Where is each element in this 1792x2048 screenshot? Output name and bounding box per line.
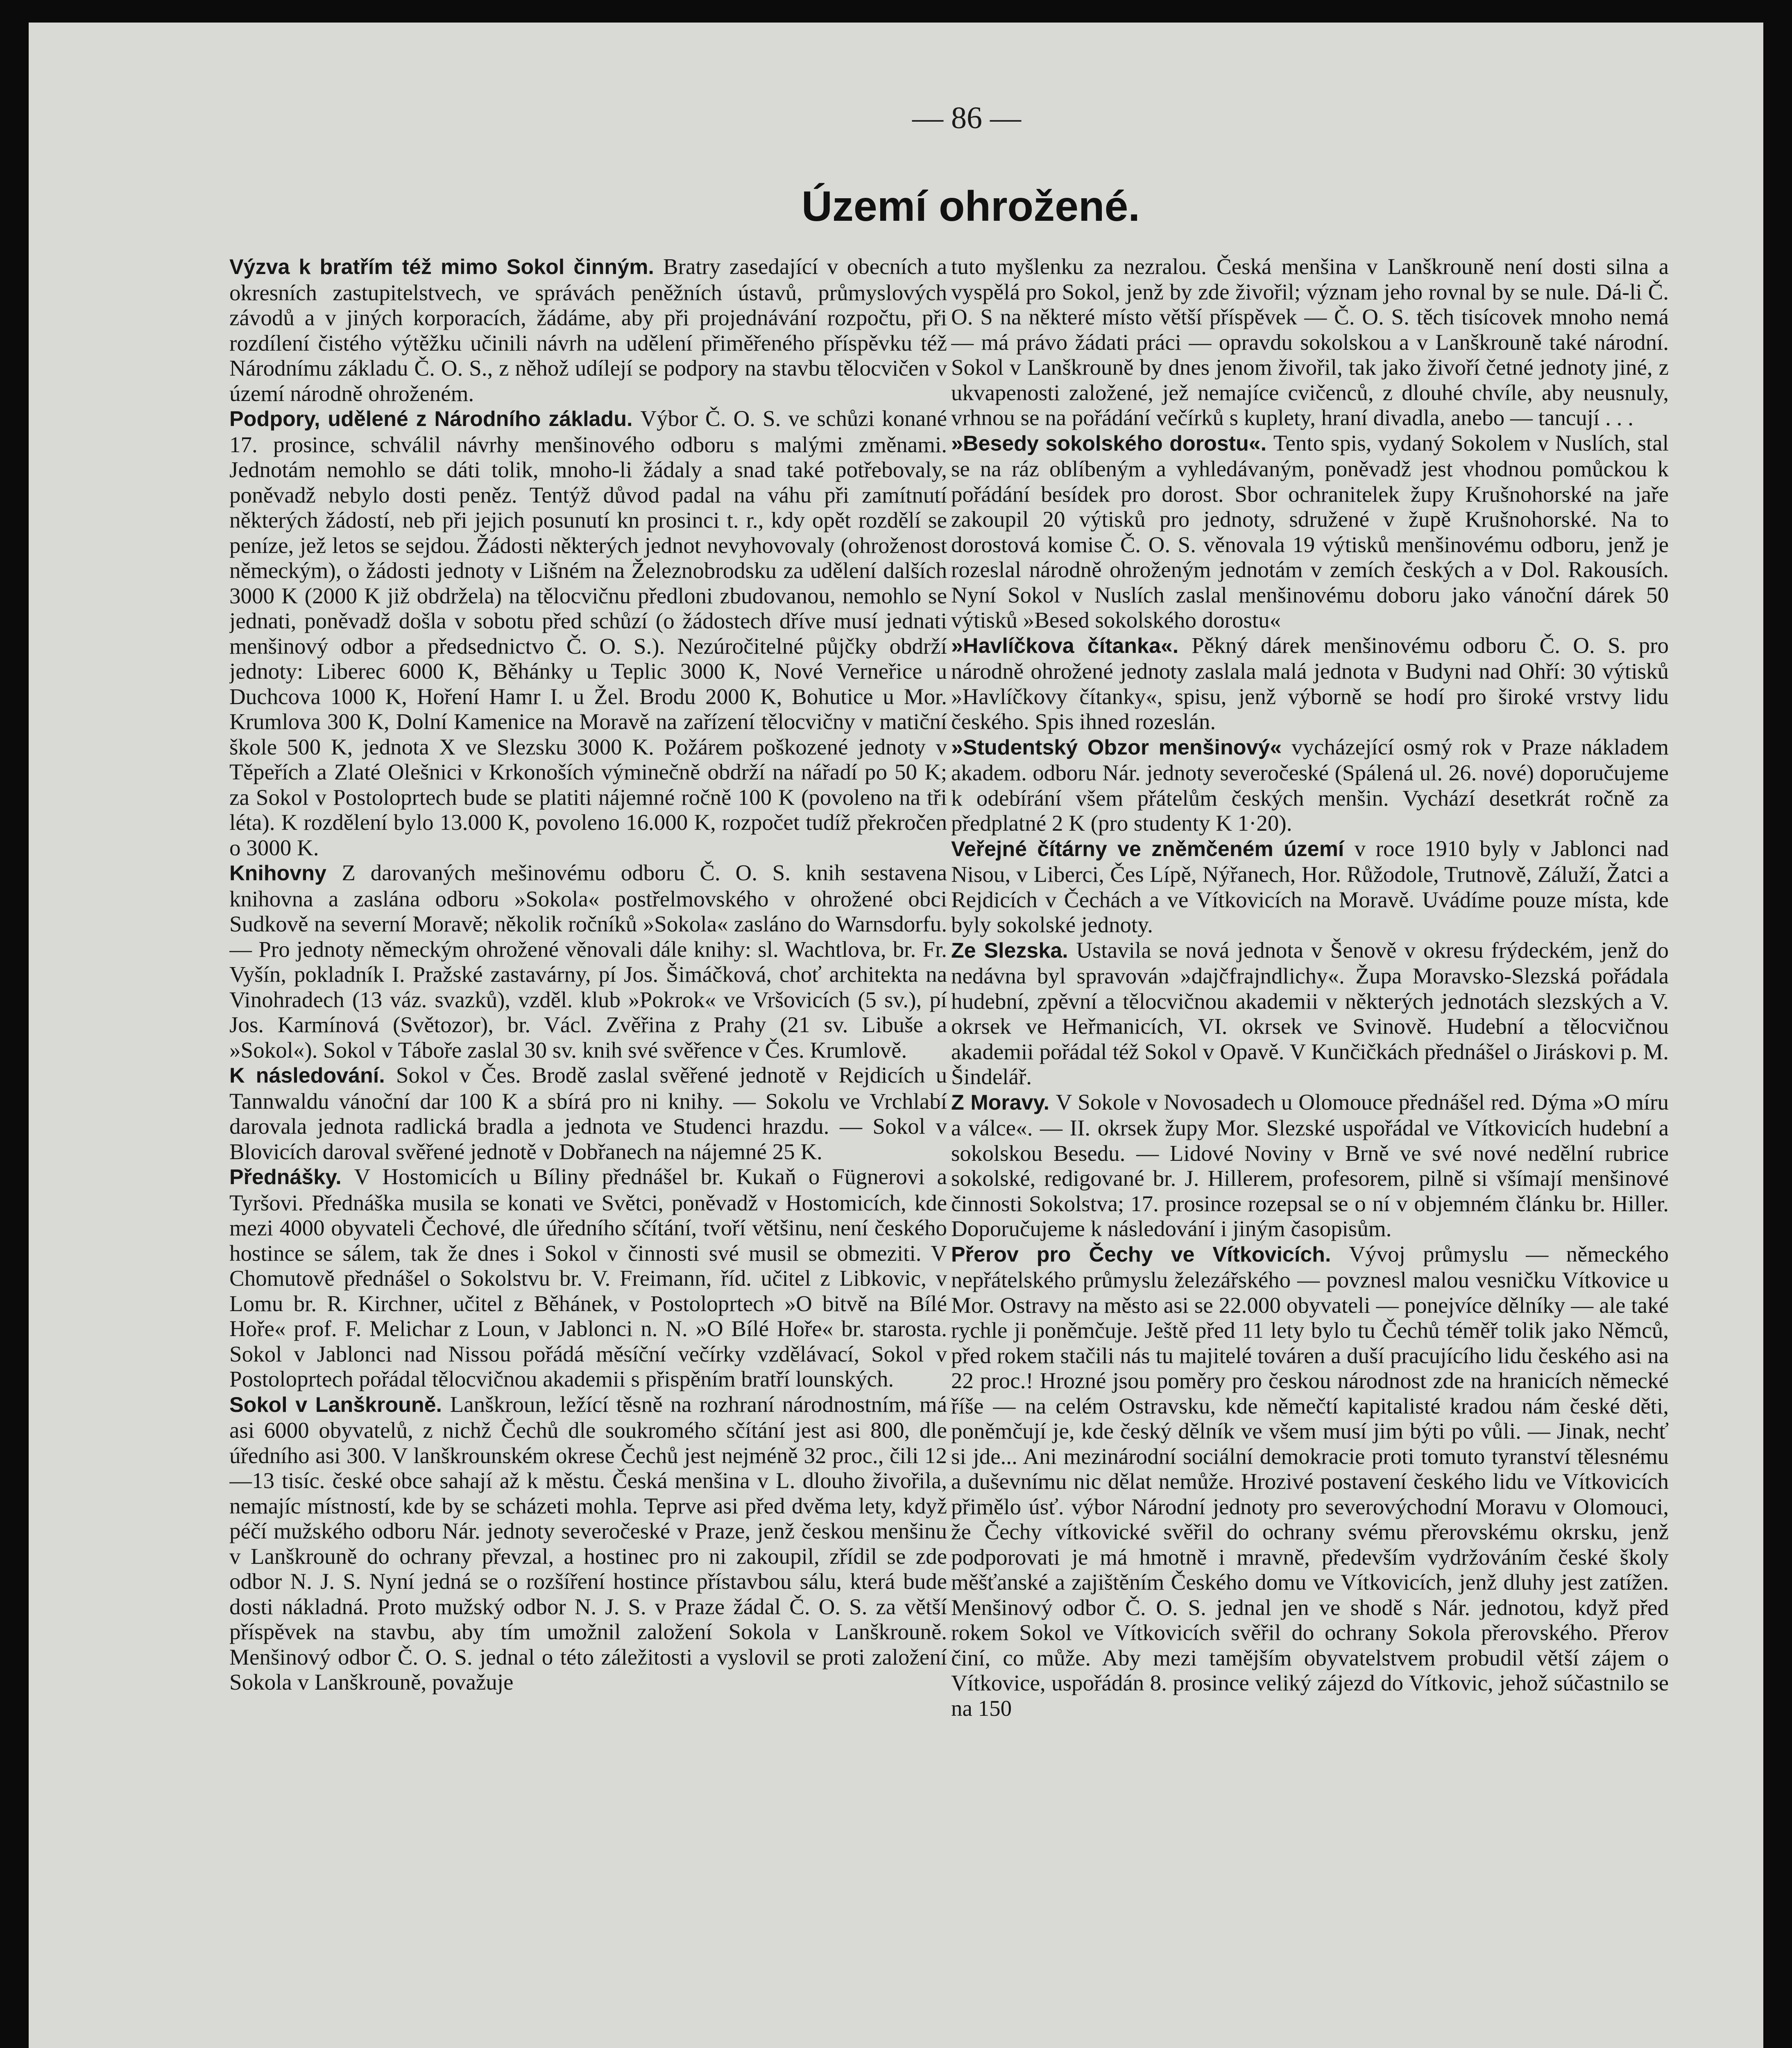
paragraph-text: v roce 1910 byly v Jablonci nad Nisou, v Liberci, Čes Lípě, Nýřanech, Hor. Růžodole, Trutnově, Záluží, Žatci a Rejdicích v Čechách a ve Vítkovicích na Moravě. Uvádíme pouze místa, kde byly sokolské jednoty.: [951, 836, 1669, 937]
paragraph-lead: Přerov pro Čechy ve Vítkovicích.: [951, 1242, 1331, 1266]
paragraph-text: Pěkný dárek menšinovému odboru Č. O. S. pro národně ohrožené jednoty zaslala malá jednota v Budyni nad Ohří: 30 výtisků »Havlíčkovy čítanky«, spisu, jenž výborně se hodí pro široké vrstvy lidu českého. Spis ihned rozeslán.: [951, 632, 1669, 734]
paragraph-text: Vývoj průmyslu — německého nepřátelského průmyslu železářského — povznesl malou vesničku Vítkovice u Mor. Ostravy na město asi se 22.000 obyvateli — ponejvíce dělníky — ale také rychle ji poněmčuje. Ještě před 11 lety bylo tu Čechů téměř tolik jako Němců, před rokem stačili nás tu majitelé továren a duší pracujícího lidu českého asi na 22 proc.! Hrozné jsou poměry pro českou národnost zde na hranicích německé říše — na celém Ostravsku, kde němečtí kapitalisté kradou nám české děti, poněmčují je, kde český dělník ve všem musí jim býti po vůli. — Jinak, nechť si jde... Ani mezinárodní sociální demokracie proti tomuto tyranství tělesnému a duševnímu nic dělat nemůže. Hrozivé postavení českého lidu ve Vítkovicích přimělo úsť. výbor Národní jednoty pro severovýchodní Moravu v Olomouci, že Čechy vítkovické svěřil do ochrany svému přerovskému okrsku, jenž podporovati je má hmotně i mravně, především vydržováním české školy měšťanské a zajištěním Českého domu ve Vítkovicích, jenž dluhy jest zatížen. Menšinový odbor Č. O. S. jednal jen ve shodě s Nár. jednotou, když před rokem Sokol ve Vítkovicích svěřil do ochrany Sokola přerovského. Přerov činí, co může. Aby mezi tamějším obyvatelstvem probudil větší zájem o Vítkovice, uspořádán 8. prosince veliký zájezd do Vítkovic, jehož súčastnilo se na 150: [951, 1241, 1669, 1721]
scanned-page: [29, 23, 1763, 2048]
article-paragraph: [951, 734, 1669, 836]
paragraph-text: Ustavila se nová jednota v Šenově v okresu frýdeckém, jenž do nedávna byl spravován »dajčfrajndlichy«. Župa Moravsko-Slezská pořádala hudební, zpěvní a tělocvičnou akademii v některých jednotách slezských a V. okrsek ve Heřmanicích, VI. okrsek ve Svinově. Hudební a tělocvičnou akademii pořádal též Sokol v Opavě. V Kunčičkách přednášel o Jiráskovi p. M. Šindelář.: [951, 937, 1669, 1089]
article-paragraph: [951, 430, 1669, 633]
paragraph-lead: Ze Slezska.: [951, 938, 1068, 963]
paragraph-lead: Z Moravy.: [951, 1090, 1049, 1115]
paragraph-text: V Hostomicích u Bíliny přednášel br. Kukaň o Fügnerovi a Tyršovi. Přednáška musila se konati ve Světci, poněvadž v Hostomicích, kde mezi 4000 obyvateli Čechové, dle úředního sčítání, tvoří většinu, není českého hostince se sálem, tak že dnes i Sokol v činnosti své musil se obmeziti. V Chomutově přednášel o Sokolstvu br. V. Freimann, říd. učitel z Libkovic, v Lomu br. R. Kirchner, učitel z Běhánek, v Postoloprtech »O bitvě na Bílé Hoře« prof. F. Melichar z Loun, v Jablonci n. N. »O Bílé Hoře« br. starosta. Sokol v Jablonci nad Nissou pořádá měsíční večírky vzdělávací, Sokol v Postoloprtech pořádal tělocvičnou akademii s přispěním bratří lounských.: [229, 1164, 947, 1391]
paragraph-text: Tento spis, vydaný Sokolem v Nuslích, stal se na ráz oblíbeným a vyhledávaným, poněvadž jest vhodnou pomůckou k pořádání besídek pro dorost. Sbor ochranitelek župy Krušnohorské na jaře zakoupil 20 výtisků pro jednoty, sdružené v župě Krušnohorské. Na to dorostová komise Č. O. S. věnovala 19 výtisků menšinovému odboru, jenž je rozeslal národně ohroženým jednotám v zemích českých a v Dol. Rakousích. Nyní Sokol v Nuslích zaslal menšinovému doboru jako vánoční dárek 50 výtisků »Besed sokolského dorostu«: [951, 430, 1669, 632]
article-paragraph: [229, 1164, 947, 1392]
paragraph-lead: »Besedy sokolského dorostu«.: [951, 431, 1267, 455]
article-paragraph: [951, 254, 1669, 430]
paragraph-text: Sokol v Čes. Brodě zaslal svěřené jednotě v Rejdicích u Tannwaldu vánoční dar 100 K a sbírá pro ni knihy. — Sokolu ve Vrchlabí darovala jednota radlická bradla a jednota ve Studenci hrazdu. — Sokol v Blovicích daroval svěřené jednotě v Dobřanech na nájemné 25 K.: [229, 1063, 947, 1164]
left-column: [229, 254, 947, 2048]
paragraph-lead: Přednášky.: [229, 1165, 342, 1189]
article-paragraph: [951, 1241, 1669, 1721]
paragraph-lead: »Havlíčkova čítanka«.: [951, 634, 1179, 658]
article-paragraph: [229, 1392, 947, 1695]
paragraph-lead: Výzva k bratřím též mimo Sokol činným.: [229, 255, 654, 279]
paragraph-text: Lanškroun, ležící těsně na rozhraní národnostním, má asi 6000 obyvatelů, z nichž Čechů dle soukromého sčítání jest asi 800, dle úředního asi 300. V lanškrounském okrese Čechů jest nejméně 32 proc., čili 12—13 tisíc. české obce sahají až k městu. Česká menšina v L. dlouho živořila, nemajíc místností, kde by se scházeti mohla. Teprve asi před dvěma lety, když péčí mužského odboru Nár. jednoty severočeské v Praze, jenž českou menšinu v Lanškrouně do ochrany převzal, a hostinec pro ni zakoupil, zřídil se zde odbor N. J. S. Nyní jedná se o rozšíření hostince přístavbou sálu, která bude dosti nákladná. Proto mužský odbor N. J. S. v Praze žádal Č. O. S. za větší příspěvek na stavbu, aby tím umožnil založení Sokola v Lanškrouně. Menšinový odbor Č. O. S. jednal o této záležitosti a vyslovil se proti založení Sokola v Lanškrouně, považuje: [229, 1391, 947, 1695]
article-paragraph: [229, 860, 947, 1063]
paragraph-lead: Podpory, udělené z Národního základu.: [229, 407, 633, 431]
article-paragraph: [951, 836, 1669, 938]
paragraph-text: Bratry zasedající v obecních a okresních zastupitelstvech, ve správách peněžních ústavů, průmyslových závodů a v jiných korporacích, žádáme, aby při projednávání rozpočtu, při rozdílení čistého výtěžku učinili návrh na udělení přiměřeného příspěvku též Národnímu základu Č. O. S., z něhož udílejí se podpory na stavbu tělocvičen v území národně ohroženém.: [229, 254, 947, 406]
page-number: — 86 —: [912, 101, 1021, 135]
article-paragraph: [951, 1090, 1669, 1241]
article-paragraph: [951, 633, 1669, 734]
paragraph-lead: »Studentský Obzor menšinový«: [951, 735, 1282, 759]
article-paragraph: [229, 1063, 947, 1164]
article-paragraph: [951, 938, 1669, 1090]
page-title: Území ohrožené.: [801, 183, 1140, 230]
paragraph-lead: Veřejné čítárny ve zněmčeném území: [951, 837, 1344, 861]
paragraph-text: V Sokole v Novosadech u Olomouce přednášel red. Dýma »O míru a válce«. — II. okrsek župy Mor. Slezské uspořádal ve Vítkovicích hudební a sokolskou Besedu. — Lidové Noviny v Brně ve své nové nedělní rubrice sokolské, redigované br. J. Hillerem, profesorem, pilně si všímají menšinové činnosti Sokolstva; 17. prosince rozepsal se o ní v objemném článku br. Hiller. Doporučujeme k následování i jiným časopisům.: [951, 1089, 1669, 1241]
paragraph-text: Z darovaných mešinovému odboru Č. O. S. knih sestavena knihovna a zaslána odboru »Sokola« postřelmovského v ohrožené obci Sudkově na severní Moravě; několik ročníků »Sokola« zasláno do Warnsdorfu. — Pro jednoty německým ohrožené věnovali dále knihy: sl. Wachtlova, br. Fr. Vyšín, pokladník I. Pražské zastavárny, pí Jos. Šimáčková, choť architekta na Vinohradech (13 váz. svazků), vzděl. klub »Pokrok« ve Vršovicích (5 sv.), pí Jos. Karmínová (Světozor), br. Václ. Zvěřina z Prahy (21 sv. Libuše a »Sokol«). Sokol v Táboře zaslal 30 sv. knih své svěřence v Čes. Krumlově.: [229, 860, 947, 1063]
paragraph-lead: Sokol v Lanškrouně.: [229, 1393, 442, 1417]
article-paragraph: [229, 254, 947, 406]
paragraph-text: Výbor Č. O. S. ve schůzi konané 17. prosince, schválil návrhy menšinového odboru s malými změnami. Jednotám nemohlo se dáti tolik, mnoho-li žádaly a snad také potřebovaly, poněvadž nebylo dosti peněz. Tentýž důvod padal na váhu při zamítnutí některých žádostí, neb při jejich posunutí kn prosinci t. r., kdy opět rozdělí se peníze, jež letos se sejdou. Žádosti některých jednot nevyhovovaly (ohroženost německým), o žádosti jednoty v Lišném na Železnobrodsku za udělení dalších 3000 K (2000 K již obdržela) na tělocvičnu předloni zbudovanou, nemohlo se jednati, poněvadž došla v sobotu před schůzí (o žádostech dříve musí jednati menšinový odbor a předsednictvo Č. O. S.). Nezúročitelné půjčky obdrží jednoty: Liberec 6000 K, Běhánky u Teplic 3000 K, Nové Verneřice u Duchcova 1000 K, Hoření Hamr I. u Žel. Brodu 2000 K, Bohutice u Mor. Krumlova 300 K, Dolní Kamenice na Moravě na zařízení tělocvičny v matiční škole 500 K, jednota X ve Slezsku 3000 K. Požárem poškozené jednoty v Těpeřích a Zlaté Olešnici v Krkonoších výminečně obdrží na nářadí po 50 K; za Sokol v Postoloprtech bude se platiti nájemné ročně 100 K (povoleno na tři léta). K rozdělení bylo 13.000 K, povoleno 16.000 K, rozpočet tudíž překročen o 3000 K.: [229, 406, 947, 860]
paragraph-lead: Knihovny: [229, 861, 326, 885]
paragraph-text: vycházející osmý rok v Praze nákladem akadem. odboru Nár. jednoty severočeské (Spálená ul. 26. nové) doporučujeme k odebírání všem přátelům českých menšin. Vychází desetkrát ročně za předplatné 2 K (pro studenty K 1·20).: [951, 734, 1669, 836]
right-column: [951, 254, 1669, 2048]
article-paragraph: [229, 406, 947, 860]
paragraph-lead: K následování.: [229, 1064, 385, 1087]
paragraph-text: tuto myšlenku za nezralou. Česká menšina v Lanškrouně není dosti silna a vyspělá pro Sokol, jenž by zde živořil; význam jeho rovnal by se nule. Dá-li Č. O. S na některé místo větší příspěvek — Č. O. S. těch tisícovek mnoho nemá — má právo žádati práci — opravdu sokolskou a v Lanškrouně také národní. Sokol v Lanškrouně by dnes jenom živořil, tak jako živoří četné jednoty jiné, z ukvapenosti založené, jež nemajíce cvičenců, z dlouhé chvíle, aby neusnuly, vrhnou se na pořádání večírků s kuplety, hraní divadla, anebo — tancují . . .: [951, 254, 1669, 430]
